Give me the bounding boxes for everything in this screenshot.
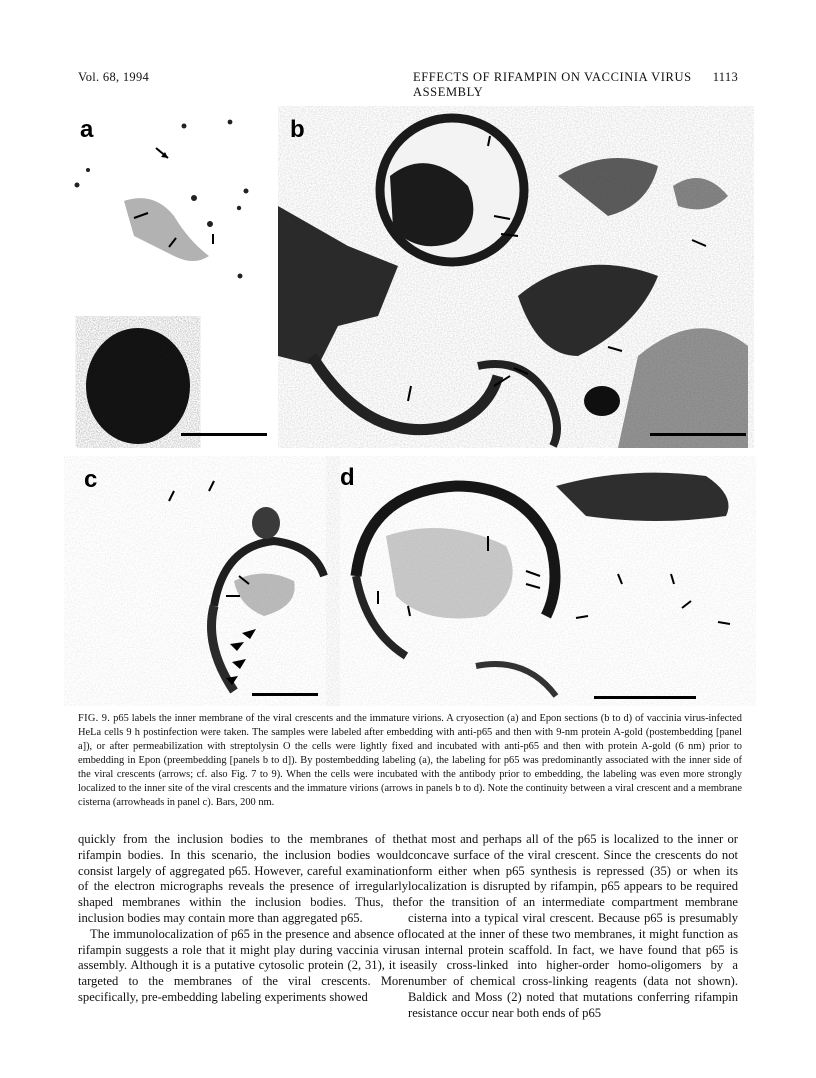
panel-label-b: b (290, 116, 305, 143)
panel-label-c: c (84, 466, 98, 493)
panel-label-d: d (340, 464, 355, 491)
micrograph-panel-c (64, 456, 340, 706)
paragraph: The immunolocalization of p65 in the presence and absence of rifampin suggests a role that it might play during vaccinia virus assembly. Although it is a putative cytosolic protein (2, 31), it is targeted to the membranes of the viral crescents. More specifically, pre-embedding labeling experiments showed (78, 926, 408, 1004)
micrograph-b-image (278, 106, 754, 448)
figure-caption-text: p65 labels the inner membrane of the viral crescents and the immature virions. A cryosection (a) and Epon sections (b to d) of vaccinia virus-infected HeLa cells 9 h postinfection were taken. The samples were labeled after embedding with anti-p65 and then with 9-nm protein A-gold (postembedding [panel a]), or after permeabilization with streptolysin O the cells were lightly fixed and incubated with anti-p65 and then with protein A-gold (6 nm) prior to embedding in Epon (preembedding [panels b to d]). By postembedding labeling (a), the labeling for p65 was predominantly associated with the inner side of the viral crescents (arrows; cf. also Fig. 7 to 9). When the cells were incubated with the antibody prior to embedding, the labeling was even more strongly localized to the inner site of the viral crescents and the immature virions (arrows in panels b to d). Note the continuity between a viral crescent and a membrane cisterna (arrowheads in panel c). Bars, 200 nm. (78, 713, 742, 808)
scale-bar-d (594, 696, 696, 699)
page-number: 1113 (712, 70, 738, 84)
journal-volume: Vol. 68, 1994 (78, 70, 150, 84)
paragraph: that most and perhaps all of the p65 is localized to the inner or concave surface of the viral crescent. Since the crescents do not form either when p65 synthesis is repressed (35) or when its localization is disrupted by rifampin, p65 appears to be required for the transition of an intermediate compartment membrane cisterna into a typical viral crescent. Because p65 is presumably located at the inner of these two membranes, it might function as an internal protein scaffold. In fact, we have found that p65 is easily cross-linked into higher-order homo-oligomers by a number of chemical cross-linking reagents (data not shown). Baldick and Moss (2) noted that mutations conferring rifampin resistance occur near both ends of p65 (408, 832, 738, 1020)
scale-bar-a (181, 433, 267, 436)
micrograph-panel-d (326, 456, 756, 706)
panel-label-a: a (80, 116, 94, 143)
body-column-right (408, 832, 738, 1022)
scale-bar-b (650, 433, 746, 436)
micrograph-c-image (64, 456, 340, 706)
figure-caption (78, 712, 742, 810)
micrograph-d-image (326, 456, 756, 706)
body-column-left (78, 832, 408, 1006)
running-title: EFFECTS OF RIFAMPIN ON VACCINIA VIRUS ASSEMBLY (413, 70, 692, 99)
running-header (78, 70, 738, 99)
micrograph-panel-b (278, 106, 754, 448)
paragraph: quickly from the inclusion bodies to the membranes of the rifampin bodies. In this scenario, the inclusion bodies would consist largely of aggregated p65. However, careful examination of the electron micrographs reveals the presence of irregularly shaped membranes within the inclusion bodies. Thus, the inclusion bodies may contain more than aggregated p65. (78, 832, 408, 925)
figure-caption-label: FIG. 9. (78, 713, 111, 724)
micrograph-panel-a (64, 106, 272, 448)
micrograph-a-image (64, 106, 272, 448)
scale-bar-c (252, 693, 318, 696)
